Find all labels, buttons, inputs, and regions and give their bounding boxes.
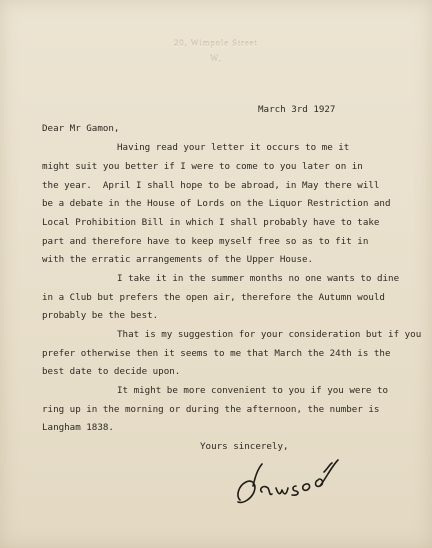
salutation: Dear Mr Gamon, [42, 123, 120, 134]
body-line: That is my suggestion for your consideration but if you [117, 329, 422, 340]
body-line: best date to decide upon. [42, 366, 181, 377]
letterhead-district: W. [210, 54, 222, 64]
body-line: ring up in the morning or during the afternoon, the number is [42, 404, 380, 415]
body-line: It might be more convenient to you if you were to [117, 385, 389, 396]
signature [226, 448, 344, 510]
body-line: probably be the best. [42, 310, 159, 321]
body-line: the year. April I shall hope to be abroad, in May there will [42, 180, 380, 191]
body-line: I take it in the summer months no one wants to dine [117, 273, 400, 284]
letterhead-address: 20, Wimpole Street [174, 38, 258, 48]
body-line: be a debate in the House of Lords on the Liquor Restriction and [42, 198, 391, 209]
body-line: Having read your letter it occurs to me it [117, 142, 350, 153]
body-line: Local Prohibition Bill in which I shall probably have to take [42, 217, 380, 228]
body-line: in a Club but prefers the open air, therefore the Autumn would [42, 292, 385, 303]
body-line: prefer otherwise then it seems to me that March the 24th is the [42, 348, 391, 359]
body-line: part and therefore have to keep myself free so as to fit in [42, 236, 369, 247]
closing: Yours sincerely, [200, 441, 289, 452]
letter-date: March 3rd 1927 [258, 104, 336, 115]
body-line: might suit you better if I were to come to you later on in [42, 161, 363, 172]
body-line: Langham 1838. [42, 422, 114, 433]
body-line: with the erratic arrangements of the Upper House. [42, 254, 314, 265]
